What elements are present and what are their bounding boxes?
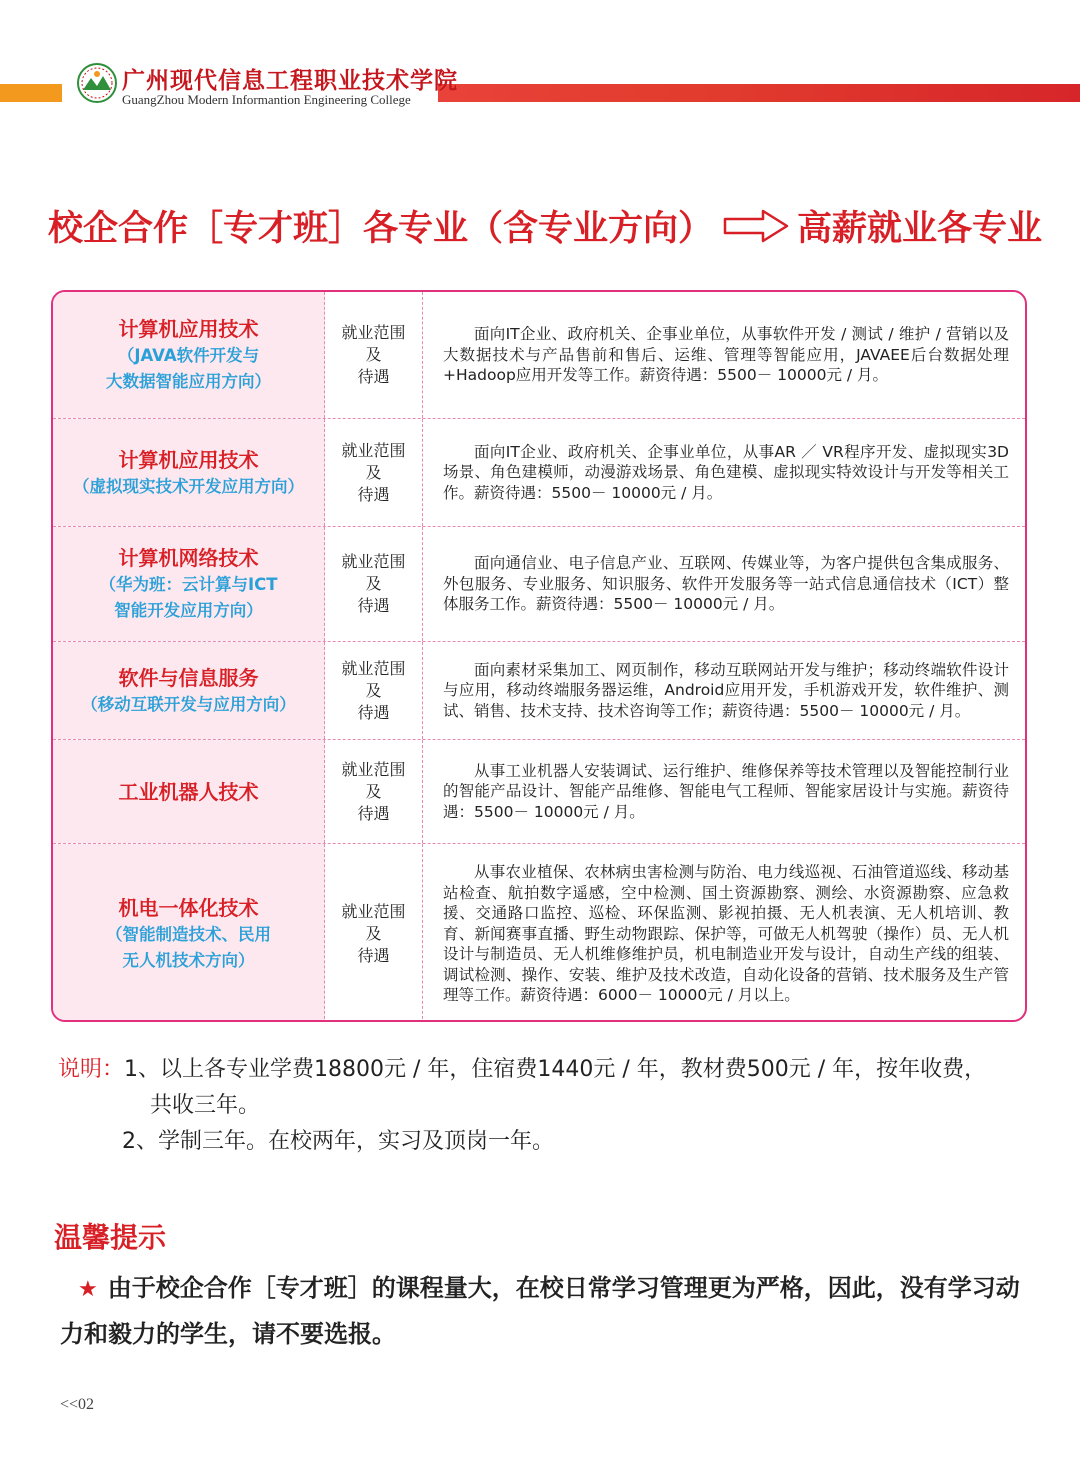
scope-label: 就业范围	[341, 552, 406, 571]
note-text-1: 1、以上各专业学费18800元 / 年，住宿费1440元 / 年，教材费500元 / 年，按年收费，	[124, 1057, 987, 1082]
description-cell	[423, 642, 1025, 739]
scope-label: 待遇	[357, 367, 390, 386]
major-description: 面向IT企业、政府机关、企事业单位，从事软件开发 / 测试 / 维护 / 营销以及大数据技术与产品售前和售后、运维、管理等智能应用，JAVAEE后台数据处理+Hadoop应用开发等工作。薪资待遇：5500－ 10000元 / 月。	[443, 325, 1009, 385]
title-right: 高薪就业各专业	[797, 209, 1043, 249]
major-name: 计算机网络技术	[118, 546, 259, 570]
college-name-en: GuangZhou Modern Informantion Engineering College	[122, 92, 411, 107]
description-cell	[423, 527, 1025, 641]
major-cell	[53, 844, 325, 1022]
table-row	[53, 292, 1025, 419]
description-cell	[423, 844, 1025, 1022]
major-direction: （移动互联开发与应用方向）	[81, 694, 296, 714]
major-direction: （智能制造技术、民用	[106, 925, 271, 944]
right-arrow-icon	[723, 209, 789, 243]
majors-table	[51, 290, 1027, 1022]
tip-heading: 温馨提示	[54, 1221, 167, 1254]
page-header	[0, 0, 1080, 130]
major-description: 从事农业植保、农林病虫害检测与防治、电力线巡视、石油管道巡线、移动基站检查、航拍数字遥感，空中检测、国土资源勘察、测绘、水资源勘察、应急救援、交通路口监控、巡检、环保监测、影视拍摄、无人机表演、无人机培训、教育、新闻赛事直播、野生动物跟踪、保护等，可做无人机驾驶（操作）员、无人机设计与制造员、无人机维修维护员，机电制造业开发与设计，自动生产线的组装、调试检测、操作、安装、维护及技术改造，自动化设备的营销、技术服务及生产管理等工作。薪资待遇：6000－ 10000元 / 月以上。	[443, 863, 1009, 1005]
tip-text: 由于校企合作［专才班］的课程量大，在校日常学习管理更为严格，因此，没有学习动力和毅力的学生，请不要选报。	[60, 1274, 1020, 1348]
table-row	[53, 740, 1025, 844]
title-left: 校企合作［专才班］各专业（含专业方向）	[48, 209, 714, 249]
scope-label: 待遇	[357, 702, 390, 722]
note-line-1b: 共收三年。	[150, 1093, 261, 1118]
note-line-1	[58, 1052, 986, 1088]
major-name: 工业机器人技术	[118, 779, 259, 804]
major-name: 计算机应用技术	[118, 317, 259, 341]
scope-label: 及	[365, 345, 382, 364]
description-cell	[423, 740, 1025, 843]
page-title	[48, 200, 1048, 252]
major-name: 机电一体化技术	[118, 896, 259, 920]
scope-cell	[325, 844, 423, 1022]
scope-label: 及	[365, 924, 382, 943]
major-direction: （JAVA软件开发与	[117, 346, 260, 365]
notes-label: 说明：	[58, 1057, 125, 1082]
college-name-cn: 广州现代信息工程职业技术学院	[122, 67, 458, 94]
major-cell	[53, 419, 325, 526]
major-description: 面向通信业、电子信息产业、互联网、传媒业等，为客户提供包含集成服务、外包服务、专业服务、知识服务、软件开发服务等一站式信息通信技术（ICT）整体服务工作。薪资待遇：5500－ 10000元 / 月。	[443, 554, 1009, 614]
scope-label: 及	[365, 462, 382, 482]
major-name: 软件与信息服务	[118, 665, 259, 690]
red-star-icon: ★	[78, 1277, 98, 1302]
major-description: 从事工业机器人安装调试、运行维护、维修保养等技术管理以及智能控制行业的智能产品设计、智能产品维修、智能电气工程师、智能家居设计与实施。薪资待遇：5500－ 10000元 / 月。	[443, 761, 1009, 821]
scope-label: 及	[365, 574, 382, 593]
scope-label: 及	[365, 781, 382, 801]
scope-label: 就业范围	[341, 658, 406, 678]
college-emblem-icon	[76, 62, 118, 104]
scope-label: 就业范围	[341, 440, 406, 460]
scope-label: 待遇	[357, 596, 390, 615]
scope-label: 待遇	[357, 484, 390, 504]
major-name: 计算机应用技术	[118, 447, 259, 472]
table-row	[53, 419, 1025, 527]
major-cell	[53, 292, 325, 418]
major-cell	[53, 642, 325, 739]
scope-cell	[325, 740, 423, 843]
note-line-2: 2、学制三年。在校两年，实习及顶岗一年。	[122, 1129, 554, 1154]
major-cell	[53, 740, 325, 843]
description-cell	[423, 419, 1025, 526]
scope-label: 就业范围	[341, 323, 406, 342]
major-direction: 大数据智能应用方向）	[106, 372, 271, 391]
major-direction: （华为班：云计算与ICT	[99, 575, 278, 594]
scope-label: 待遇	[357, 803, 390, 823]
description-cell	[423, 292, 1025, 418]
major-description: 面向IT企业、政府机关、企事业单位，从事AR ／ VR程序开发、虚拟现实3D场景、角色建模师，动漫游戏场景、角色建模、虚拟现实特效设计与开发等相关工作。薪资待遇：5500－ 10000元 / 月。	[443, 442, 1009, 502]
table-row	[53, 527, 1025, 642]
header-orange-bar	[0, 84, 62, 102]
header-red-bar	[438, 84, 1080, 102]
scope-label: 待遇	[357, 946, 390, 965]
table-row	[53, 844, 1025, 1022]
major-direction: 智能开发应用方向）	[114, 601, 263, 620]
scope-label: 及	[365, 680, 382, 700]
major-direction: 无人机技术方向）	[122, 951, 255, 970]
tip-body	[60, 1266, 1040, 1356]
page-number: <<02	[60, 1396, 95, 1413]
scope-label: 就业范围	[341, 902, 406, 921]
major-direction: （虚拟现实技术开发应用方向）	[73, 476, 304, 496]
scope-cell	[325, 642, 423, 739]
scope-label: 就业范围	[341, 759, 406, 779]
scope-cell	[325, 292, 423, 418]
major-cell	[53, 527, 325, 641]
notes-section	[58, 1052, 986, 1160]
scope-cell	[325, 527, 423, 641]
major-description: 面向素材采集加工、网页制作，移动互联网站开发与维护；移动终端软件设计与应用，移动终端服务器运维，Android应用开发，手机游戏开发，软件维护、测试、销售、技术支持、技术咨询等工作；薪资待遇：5500－ 10000元 / 月。	[443, 660, 1009, 720]
table-row	[53, 642, 1025, 740]
scope-cell	[325, 419, 423, 526]
